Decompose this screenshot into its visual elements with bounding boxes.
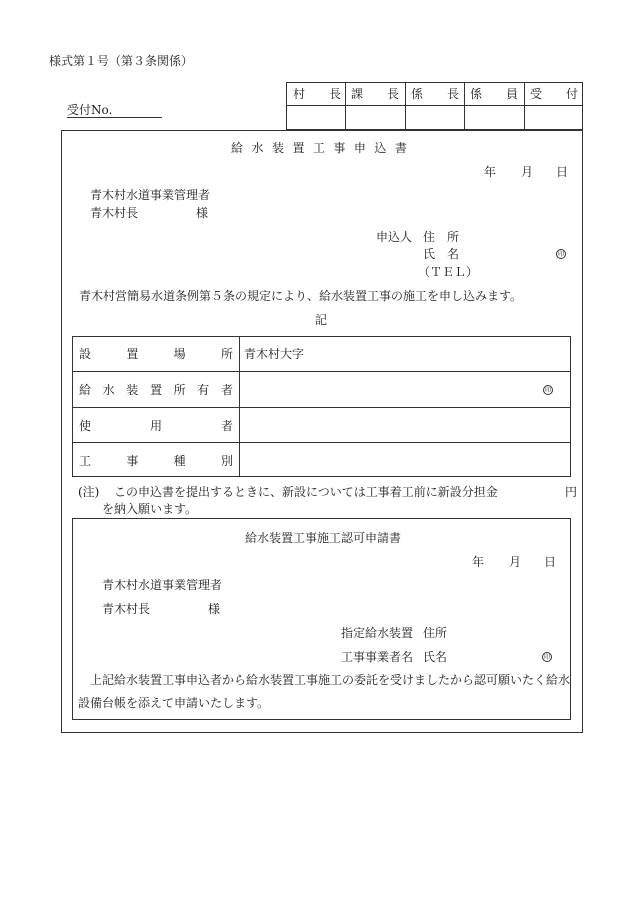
designated-equipment-label: 指定給水装置 [341, 626, 414, 640]
seal-mark: 印 [543, 654, 550, 661]
row-label-equipment-owner: 給 水 装 置 所 有 者 [79, 383, 233, 397]
sub-date-year-label: 年 [472, 555, 485, 569]
seal-mark: 印 [544, 387, 551, 394]
row-label-work-type: 工 事 種 別 [79, 454, 233, 468]
note-yen-label: 円 [565, 485, 578, 499]
approval-header-subsection-chief: 係 長 [411, 87, 459, 101]
row-label-installation-site: 設 置 場 所 [79, 347, 233, 361]
sub-form-title: 給水装置工事施工認可申請書 [245, 531, 402, 545]
date-day-label: 日 [556, 165, 569, 179]
approval-header-section-chief: 課 長 [351, 87, 399, 101]
receipt-number-underline [67, 117, 162, 118]
approval-header-village-head: 村 長 [293, 87, 341, 101]
sub-addressee-water-manager: 青木村水道事業管理者 [102, 578, 223, 592]
approval-header-staff: 係 員 [470, 87, 518, 101]
contractor-person-label: 氏名 [423, 650, 448, 664]
applicant-name-label: 氏 名 [423, 247, 459, 261]
approval-stamp-table [286, 82, 583, 130]
row-label-user: 使 用 者 [79, 419, 233, 433]
receipt-number-label: 受付No. [67, 103, 113, 117]
note-text-line-2: を納入願います。 [102, 502, 198, 516]
seal-mark: 印 [557, 251, 564, 258]
addressee-water-manager: 青木村水道事業管理者 [90, 188, 211, 202]
addressee-village-head: 青木村長 [90, 206, 139, 220]
details-table [72, 336, 571, 477]
sub-addressee-village-head: 青木村長 [102, 602, 151, 616]
approval-header-reception: 受 付 [530, 87, 578, 101]
applicant-label: 申込人 [376, 230, 413, 244]
application-statement: 青木村営簡易水道条例第５条の規定により、給水装置工事の施工を申し込みます。 [79, 289, 523, 303]
sub-honorific: 様 [208, 602, 221, 616]
note-prefix: (注) [78, 485, 100, 499]
ki-heading: 記 [315, 313, 328, 327]
applicant-address-label: 住 所 [423, 230, 459, 244]
contractor-name-label: 工事事業者名 [341, 650, 414, 664]
date-year-label: 年 [484, 165, 497, 179]
honorific: 様 [196, 206, 209, 220]
construction-permit-frame [72, 518, 571, 720]
applicant-tel-label: （ＴＥＬ） [418, 265, 479, 279]
date-month-label: 月 [521, 165, 534, 179]
note-text-line-1: この申込書を提出するときに、新設については工事着工前に新設分担金 [114, 485, 498, 499]
sub-date-day-label: 日 [544, 555, 557, 569]
sub-date-month-label: 月 [509, 555, 522, 569]
row-value-installation-site: 青木村大字 [244, 347, 305, 361]
form-number: 様式第１号（第３条関係） [49, 54, 194, 68]
form-title: 給 水 装 置 工 事 申 込 書 [231, 141, 407, 155]
permit-statement-line-2: 設備台帳を添えて申請いたします。 [78, 696, 270, 710]
permit-statement-line-1: 上記給水装置工事申込者から給水装置工事施工の委託を受けましたから認可願いたく給水 [90, 673, 571, 687]
designated-address-label: 住所 [423, 626, 448, 640]
